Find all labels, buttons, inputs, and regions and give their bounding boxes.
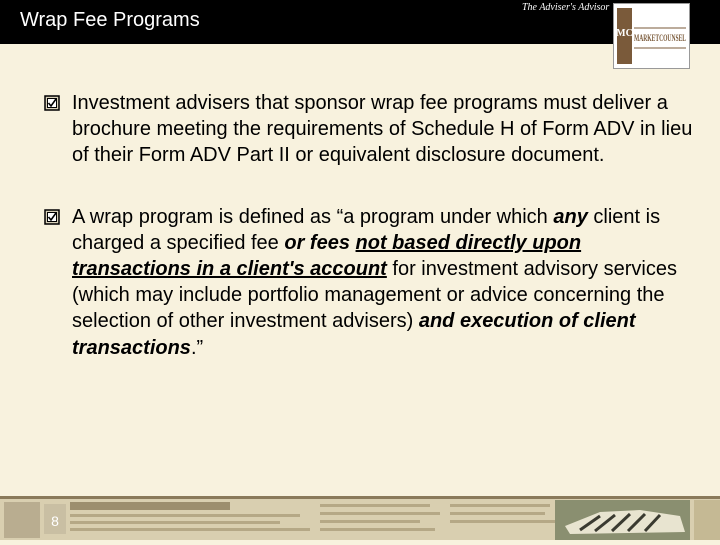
checked-box-icon: [44, 95, 60, 111]
footer-banner: [0, 496, 720, 540]
emphasis-or-fees: or fees: [284, 231, 350, 254]
bullet-text-part: A wrap program is defined as “a program under which: [72, 205, 554, 228]
logo-wordmark: MARKETCOUNSEL: [634, 33, 686, 43]
emphasis-execution: and execution of client transactions: [72, 310, 636, 359]
slide-title: Wrap Fee Programs: [20, 9, 200, 31]
bullet-text-part: for investment advisory services (which may include portfolio management or advice concerning the selection of other investment advisers): [72, 258, 677, 333]
marketcounsel-logo: [613, 3, 690, 69]
checked-box-icon: [44, 209, 60, 225]
bullet-text: Investment advisers that sponsor wrap fee programs must deliver a brochure meeting the requirements of Schedule H of Form ADV in lieu of their Form ADV Part II or equivalent disclosure document.: [72, 92, 693, 167]
bullet-item: [44, 204, 694, 361]
bullet-text-part: client is charged a specified fee: [72, 205, 661, 254]
bullet-list: [44, 90, 694, 361]
bullet-text-part: .”: [190, 336, 204, 359]
header-bar: [0, 0, 720, 44]
tagline: The Adviser's Advisor: [522, 2, 610, 13]
emphasis-not-based: not based directly upon transactions in a client's account: [72, 231, 582, 281]
emphasis-any: any: [553, 205, 588, 228]
page-number: 8: [51, 513, 59, 529]
logo-monogram: MC: [616, 28, 633, 39]
bullet-item: [44, 90, 694, 169]
